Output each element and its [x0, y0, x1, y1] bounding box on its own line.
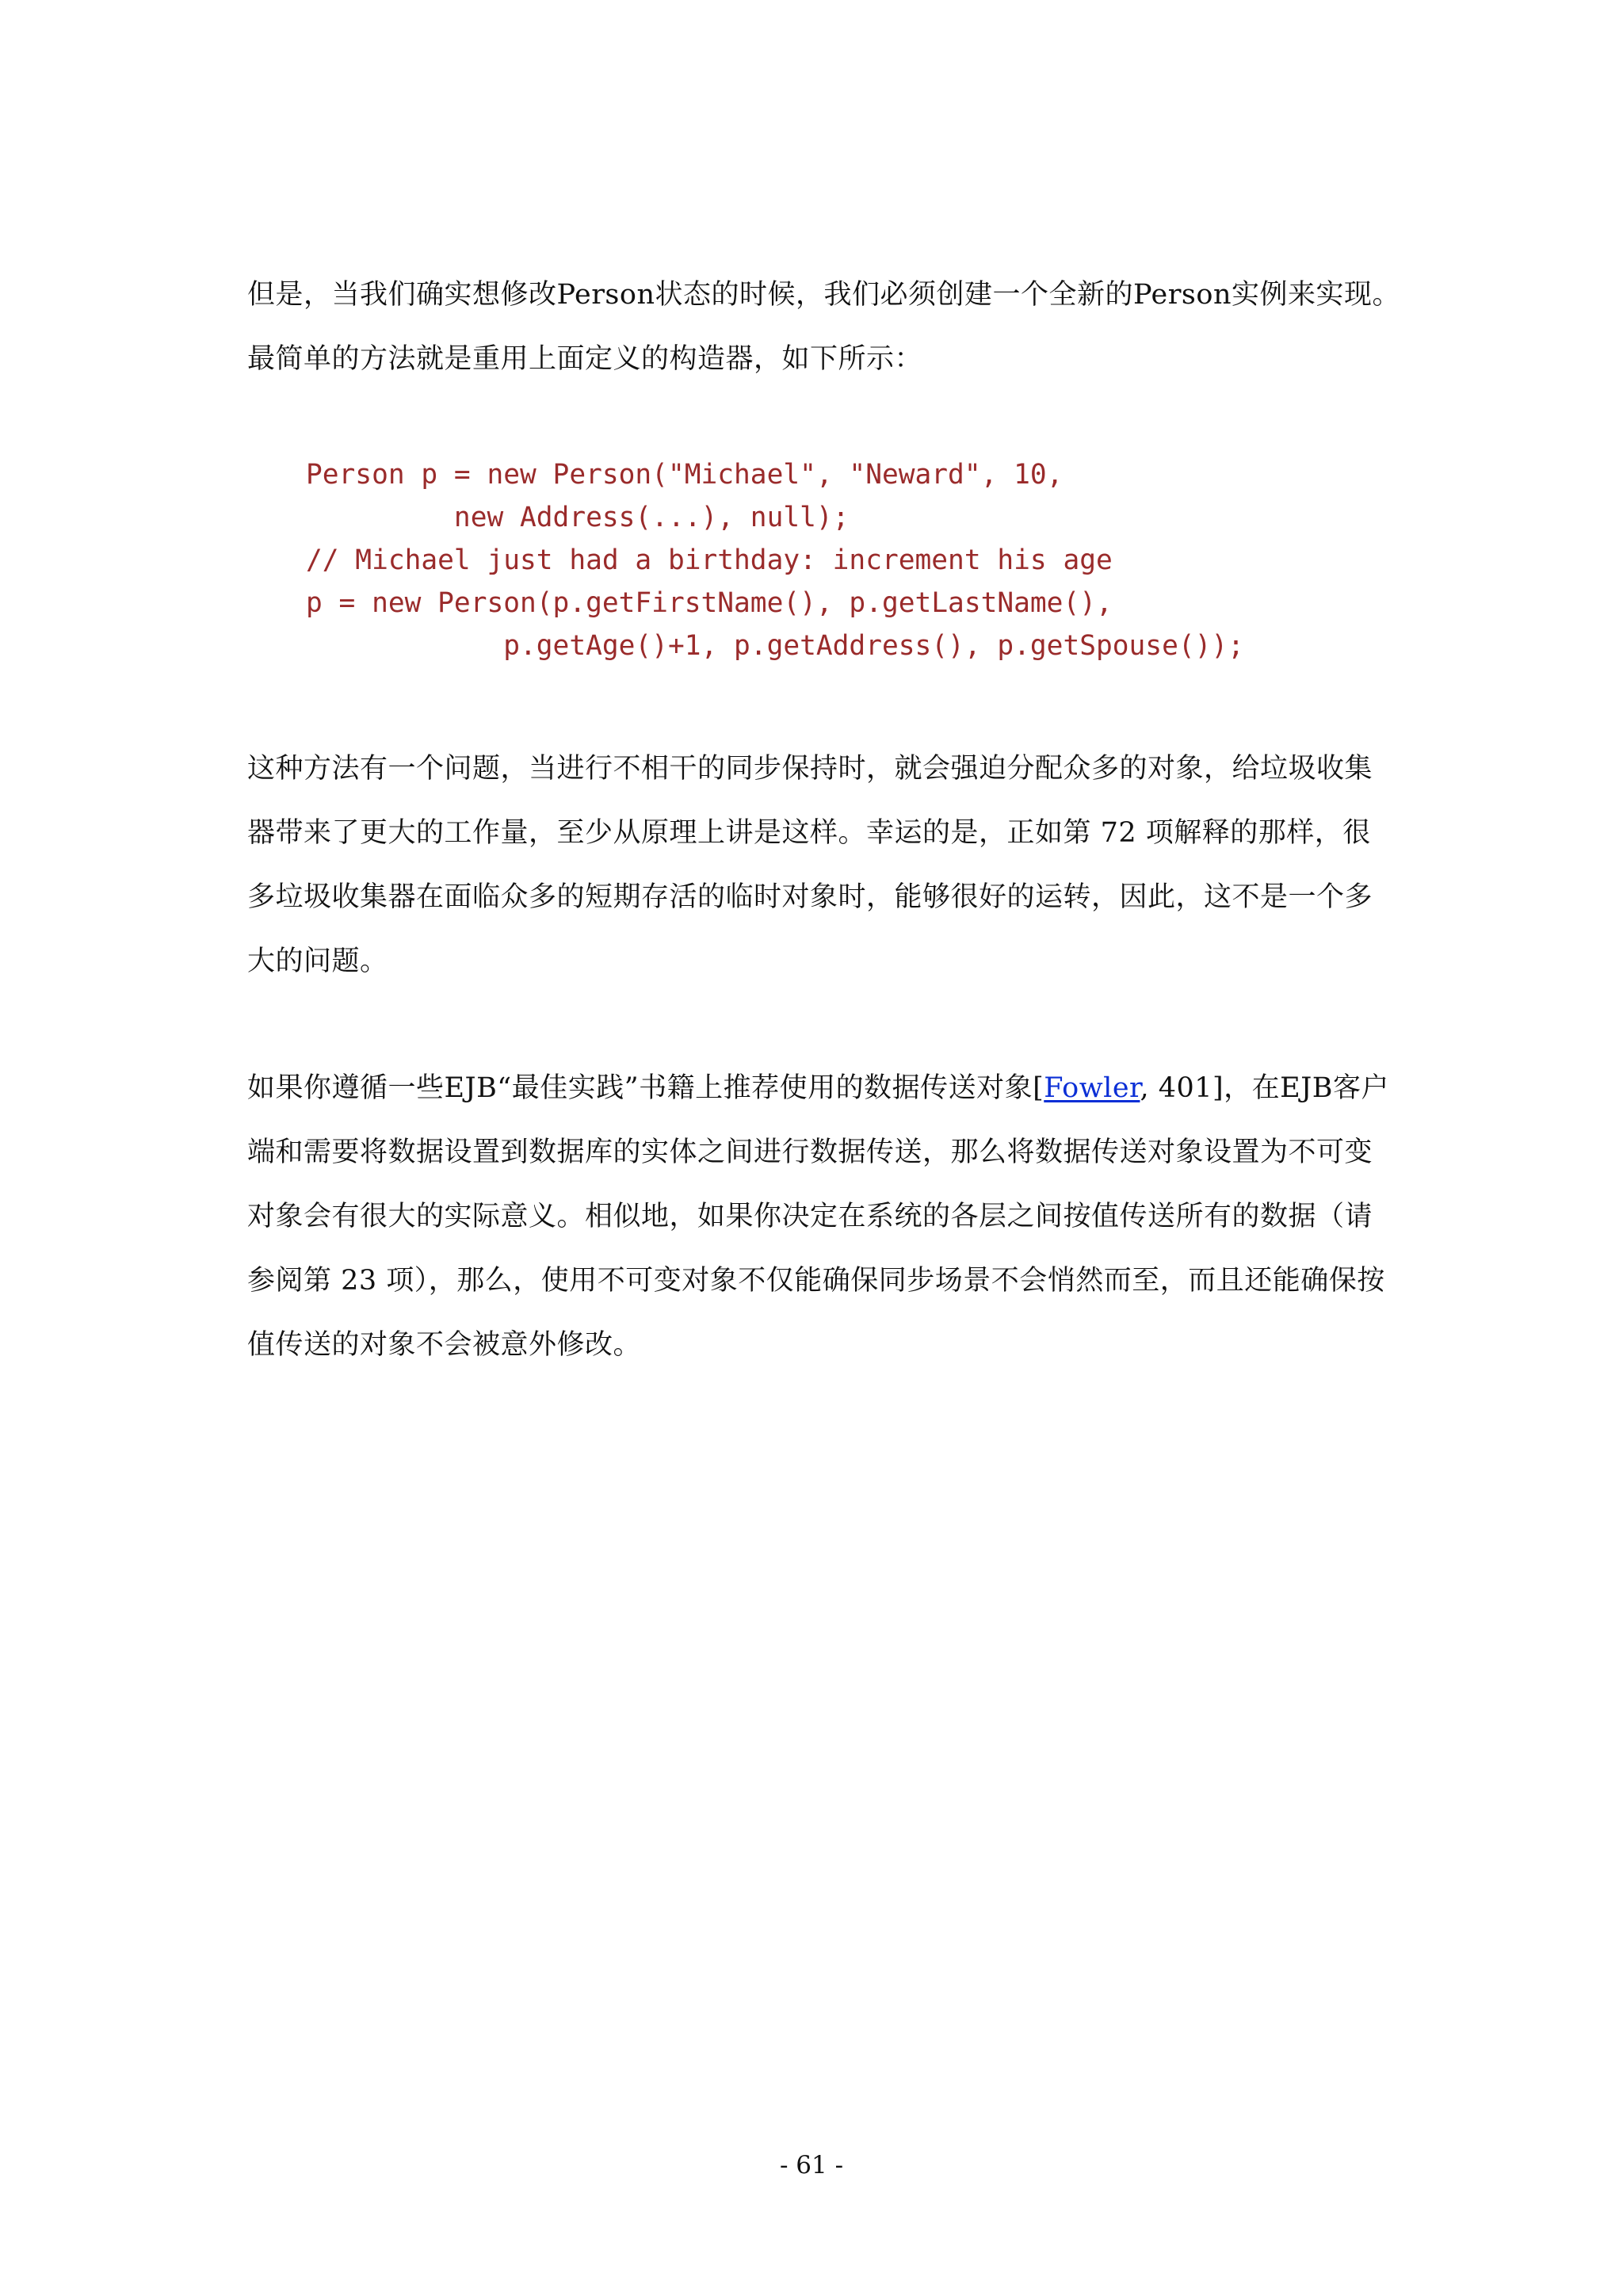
- paragraph-line: 器带来了更大的工作量，至少从原理上讲是这样。幸运的是，正如第 72 项解释的那样，很: [247, 817, 1371, 849]
- code-line: // Michael just had a birthday: increment his age: [306, 544, 1113, 576]
- paragraph-line: 这种方法有一个问题，当进行不相干的同步保持时，就会强迫分配众多的对象，给垃圾收集: [247, 753, 1373, 785]
- code-line: Person p = new Person("Michael", "Neward", 10,: [306, 459, 1064, 491]
- paragraph-line: 但是，当我们确实想修改Person状态的时候，我们必须创建一个全新的Person实例来实现。: [247, 279, 1400, 311]
- paragraph-line: 值传送的对象不会被意外修改。: [247, 1329, 642, 1361]
- code-block: [306, 453, 1244, 667]
- paragraph-line: 对象会有很大的实际意义。相似地，如果你决定在系统的各层之间按值传送所有的数据（请: [247, 1201, 1373, 1232]
- paragraph-line: 端和需要将数据设置到数据库的实体之间进行数据传送，那么将数据传送对象设置为不可变: [247, 1137, 1373, 1168]
- paragraph-line: 多垃圾收集器在面临众多的短期存活的临时对象时，能够很好的运转，因此，这不是一个多: [247, 881, 1373, 913]
- code-line: p = new Person(p.getFirstName(), p.getLastName(),: [306, 587, 1113, 619]
- paragraph-text: 如果你遵循一些EJB“最佳实践”书籍上推荐使用的数据传送对象[: [247, 1072, 1044, 1104]
- paragraph-immutable-update: [247, 263, 1400, 392]
- fowler-reference-link[interactable]: Fowler: [1044, 1072, 1140, 1104]
- paragraph-line: 参阅第 23 项），那么，使用不可变对象不仅能确保同步场景不会悄然而至，而且还能确保按: [247, 1265, 1385, 1297]
- paragraph-line: [247, 1056, 1388, 1121]
- paragraph-line: 大的问题。: [247, 946, 388, 977]
- code-line: new Address(...), null);: [306, 502, 850, 533]
- paragraph-text: , 401]，在EJB客户: [1140, 1072, 1389, 1104]
- paragraph-line: 最简单的方法就是重用上面定义的构造器，如下所示：: [247, 343, 923, 375]
- page-number: - 61 -: [779, 2151, 844, 2179]
- paragraph-data-transfer-objects: [247, 1056, 1388, 1377]
- code-line: p.getAge()+1, p.getAddress(), p.getSpouse());: [306, 630, 1244, 662]
- paragraph-garbage-collection: [247, 737, 1388, 994]
